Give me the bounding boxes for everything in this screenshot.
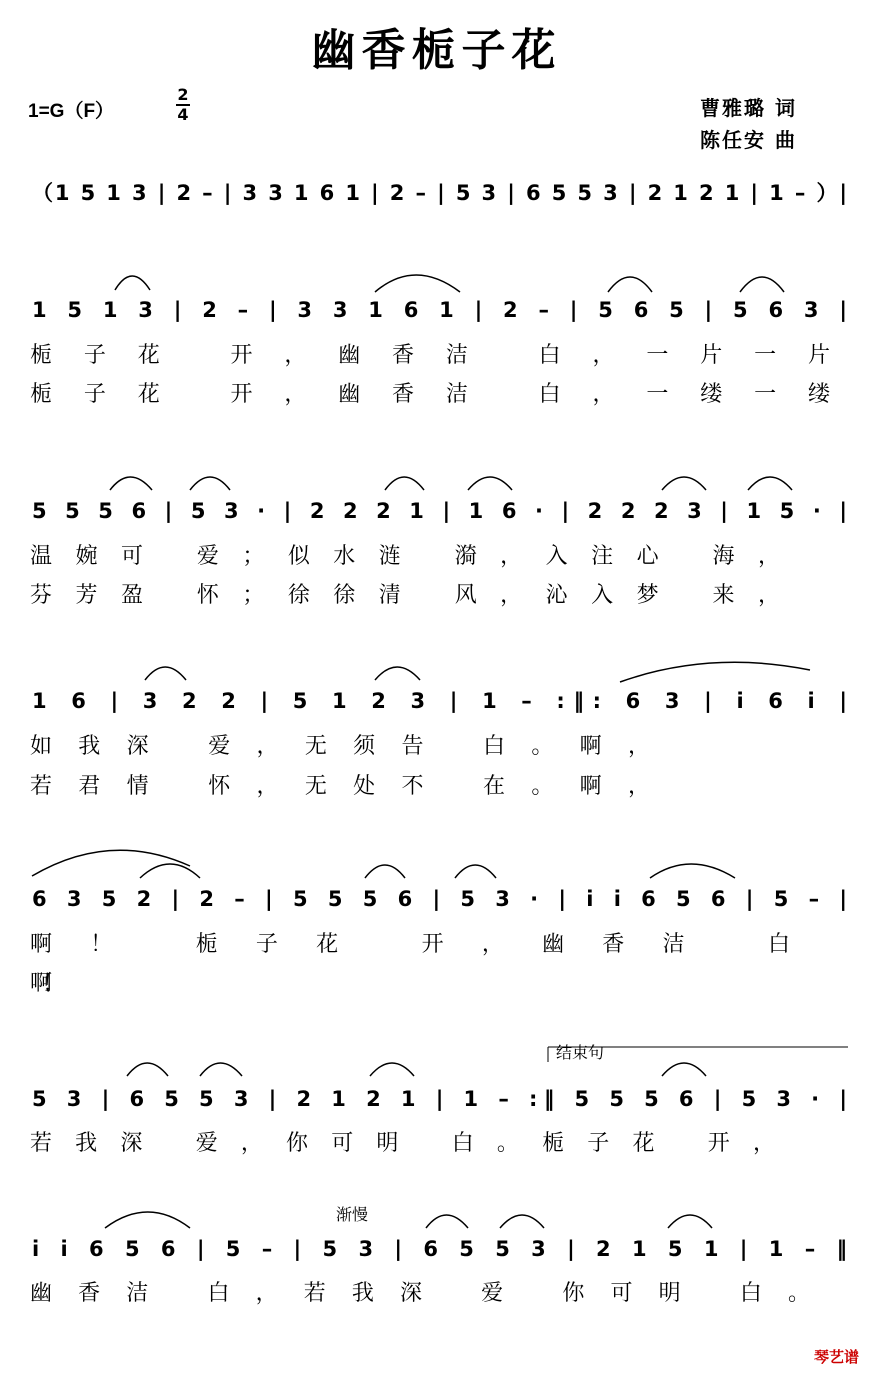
system-7-notes: i i 6 5 6 | 5 – | 5 3 | 6 5 5 3 | 2 1 5 1 | 1 – ‖ (32, 1237, 847, 1261)
time-signature-top: 2 (177, 85, 189, 104)
time-signature-bottom: 4 (177, 105, 189, 124)
slur (385, 477, 424, 490)
slur (468, 477, 512, 490)
slur (662, 477, 706, 490)
slur (105, 1212, 190, 1228)
system-1-notes: （1 5 1 3 | 2 – | 3 3 1 6 1 | 2 – | 5 3 | 6 5 5 3 | 2 1 2 1 | 1 – ）| (32, 181, 847, 205)
system-6-notes: 5 3 | 6 5 5 3 | 2 1 2 1 | 1 – :‖ 5 5 5 6 | 5 3 · | (32, 1087, 847, 1111)
slur (140, 864, 200, 878)
slur (375, 275, 460, 292)
slur (662, 1063, 706, 1076)
slur (500, 1215, 544, 1228)
system-3-lyrics-1: 温婉可 爱；似水涟 漪，入注心 海， (30, 544, 780, 569)
watermark-logo: 琴艺谱 (813, 1348, 859, 1366)
slur (365, 865, 405, 878)
slur (608, 277, 652, 292)
system-7-lyrics-1: 幽香洁 白，若我深 爱 你可明 白。 (30, 1281, 810, 1306)
slur (127, 1063, 168, 1076)
lyricist-credit: 曹雅璐 词 (700, 96, 797, 120)
system-2-notes: 1 5 1 3 | 2 – | 3 3 1 6 1 | 2 – | 5 6 5 | 5 6 3 | (32, 298, 847, 322)
slur (110, 477, 152, 490)
system-4-notes: 1 6 | 3 2 2 | 5 1 2 3 | 1 – :‖: 6 3 | i 6 i | (32, 689, 847, 713)
slur (190, 477, 230, 490)
slur (455, 865, 496, 878)
slur (115, 276, 150, 290)
system-5-lyrics-2: 啊！ (30, 971, 64, 996)
system-6-lyrics-1: 若我深 爱，你可明 白。栀子花 开， (30, 1131, 776, 1156)
ending-marking: 结束句 (556, 1043, 605, 1062)
slur (748, 477, 792, 490)
system-3-notes: 5 5 5 6 | 5 3 · | 2 2 2 1 | 1 6 · | 2 2 2 3 | 1 5 · | (32, 499, 847, 523)
slur (426, 1215, 468, 1228)
composer-credit: 陈任安 曲 (700, 128, 797, 152)
slur (740, 277, 784, 292)
key-signature: 1=G（F） (28, 101, 115, 122)
page-title: 幽香栀子花 (311, 25, 562, 76)
tempo-marking: 渐慢 (336, 1205, 369, 1224)
slur (32, 850, 190, 876)
system-3-lyrics-2: 芬芳盈 怀；徐徐清 风，沁入梦 来， (30, 583, 780, 608)
system-5-notes: 6 3 5 2 | 2 – | 5 5 5 6 | 5 3 · | i i 6 5 6 | 5 – | (32, 887, 847, 911)
system-2-lyrics-2: 栀子花 开，幽香洁 白，一缕一缕 (30, 382, 830, 407)
system-5-lyrics-1: 啊！ 栀子花 开，幽香洁 白 (30, 932, 791, 957)
slur (375, 667, 420, 680)
slur (145, 667, 186, 680)
slur (650, 864, 735, 878)
slur (668, 1215, 712, 1228)
slur (620, 662, 810, 682)
slur (370, 1063, 414, 1076)
slur (200, 1063, 242, 1076)
system-4-lyrics-1: 如我深 爱，无须告 白。啊， (30, 734, 650, 759)
system-2-lyrics-1: 栀子花 开，幽香洁 白，一片一片 (30, 343, 830, 368)
system-4-lyrics-2: 若君情 怀，无处不 在。啊， (30, 774, 650, 799)
